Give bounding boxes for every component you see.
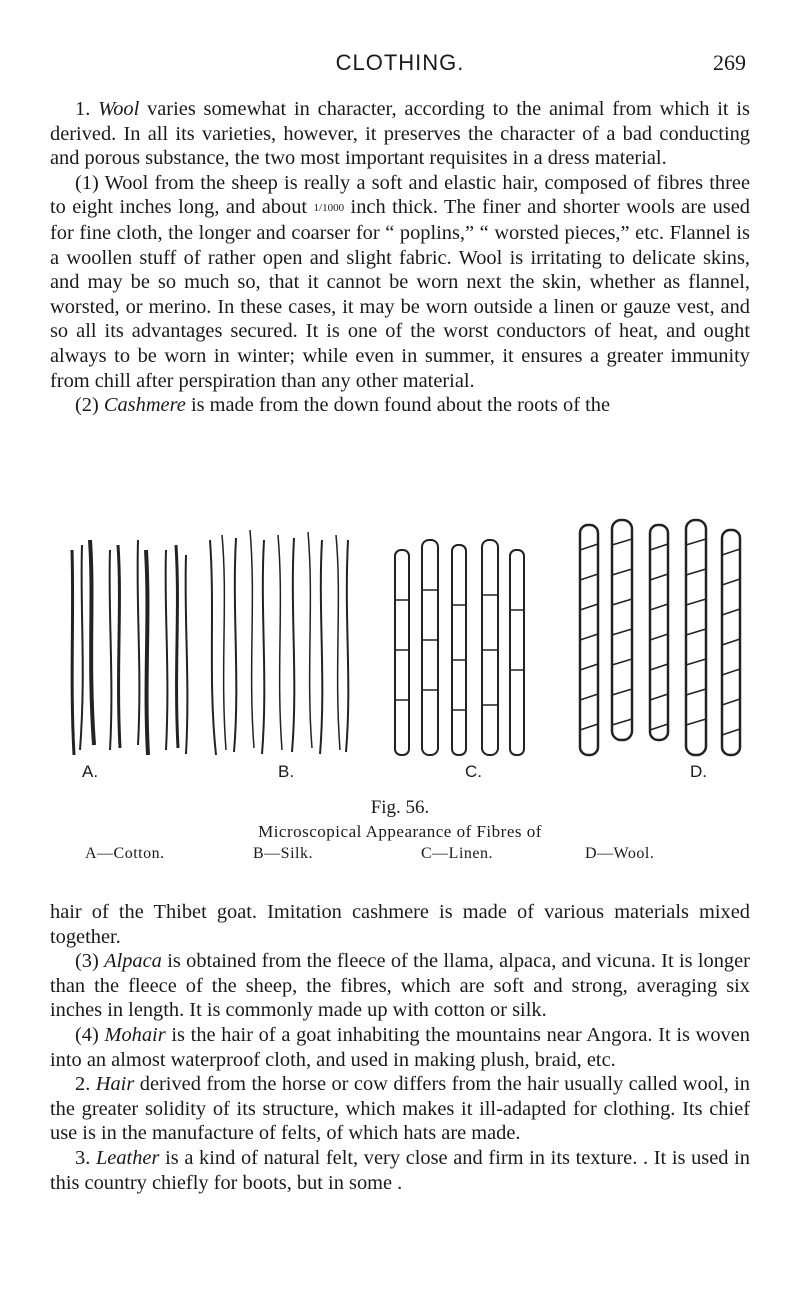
fibres-figure [50, 510, 750, 790]
fibres-illustration [50, 510, 750, 760]
section-number: 3. [75, 1146, 91, 1169]
figure-key-item: A—Cotton. [85, 845, 165, 862]
figure-label-a: A. [82, 762, 99, 781]
section-number: 1. [75, 98, 91, 120]
section-number: 2. [75, 1073, 91, 1096]
figure-label-d: D. [690, 762, 707, 781]
paragraph-cashmere-continued [50, 900, 750, 949]
paragraph-text: inch thick. The finer and shorter wools are used for fine cloth, the longer and coarser for “ poplins,” “ worsted pieces,” etc. Flannel is a woollen stuff of rather open and slight fabric. Wool is irritating to delicate skins, and may be so much so, that it cannot be worn next the skin, whether as flannel, worsted, or merino. In these cases, it may be worn outside a linen or gauze vest, and so all its advantages secured. It is one of the worst conductors of heat, and ought always to be worn in winter; while even in summer, it ensures a greater immunity from chill after perspiration than any other material. [50, 196, 750, 392]
page-number: 269 [713, 50, 746, 75]
subsection-number: (3) [75, 950, 99, 973]
subsection-number: (2) [75, 394, 99, 417]
paragraph-cashmere [50, 393, 750, 418]
paragraph-sheep-wool [50, 171, 750, 393]
figure-number: Fig. 56. [370, 797, 430, 818]
term-wool: Wool [98, 98, 140, 120]
figure-label-b: B. [278, 762, 295, 781]
term-cashmere: Cashmere [103, 394, 186, 417]
figure-label-c: C. [465, 762, 482, 781]
body-text-top [50, 97, 750, 418]
paragraph-mohair [50, 1023, 750, 1072]
paragraph-text: is made from the down found about the roots of the [190, 394, 610, 417]
running-title: CLOTHING. [335, 50, 465, 75]
paragraph-text: is the hair of a goat inhabiting the mountains near Angora. It is woven into an almost waterproof cloth, and used in making plush, braid, etc. [50, 1023, 750, 1071]
paragraph-wool [50, 97, 750, 171]
subsection-number: (4) [75, 1023, 99, 1046]
term-alpaca: Alpaca [104, 950, 162, 973]
figure-caption: Microscopical Appearance of Fibres of [258, 822, 542, 841]
silk-fibres [210, 530, 348, 755]
paragraph-text: hair of the Thibet goat. Imitation cashmere is made of various materials mixed together. [50, 901, 750, 948]
figure-key-item: B—Silk. [253, 845, 313, 862]
cotton-fibres [72, 540, 187, 755]
figure-key-item: D—Wool. [585, 845, 655, 862]
linen-fibres [395, 540, 524, 755]
body-text-bottom [50, 900, 750, 1195]
paragraph-text: is obtained from the fleece of the llama, alpaca, and vicuna. It is longer than the fleece of the sheep, the fibres, which are soft and strong, averaging six inches in length. It is commonly made up with cotton or silk. [50, 950, 750, 1022]
term-leather: Leather [95, 1146, 160, 1169]
paragraph-leather [50, 1146, 750, 1195]
paragraph-text: varies somewhat in character, according to the animal from which it is derived. In all its varieties, however, it preserves the character of a bad conducting and porous substance, the two most important requisites in a dress material. [50, 98, 750, 170]
subsection-number: (1) [75, 171, 99, 194]
figure-key-item: C—Linen. [421, 845, 493, 862]
paragraph-text: Wool from the sheep is really a soft and elastic hair, composed of fibres three to eight inches long, and about [50, 171, 750, 219]
page-header [50, 50, 750, 80]
term-hair: Hair [95, 1073, 135, 1096]
paragraph-hair [50, 1072, 750, 1146]
paragraph-alpaca [50, 949, 750, 1023]
paragraph-text: is a kind of natural felt, very close and firm in its texture. . It is used in this country chiefly for boots, but in some . [50, 1146, 750, 1194]
term-mohair: Mohair [104, 1023, 166, 1046]
wool-fibres [580, 520, 740, 755]
paragraph-text: derived from the horse or cow differs from the hair usually called wool, in the greater solidity of its structure, which makes it ill-adapted for clothing. Its chief use is in the manufacture of felts, of which hats are made. [50, 1073, 750, 1145]
fraction: 1/1000 [313, 202, 345, 215]
